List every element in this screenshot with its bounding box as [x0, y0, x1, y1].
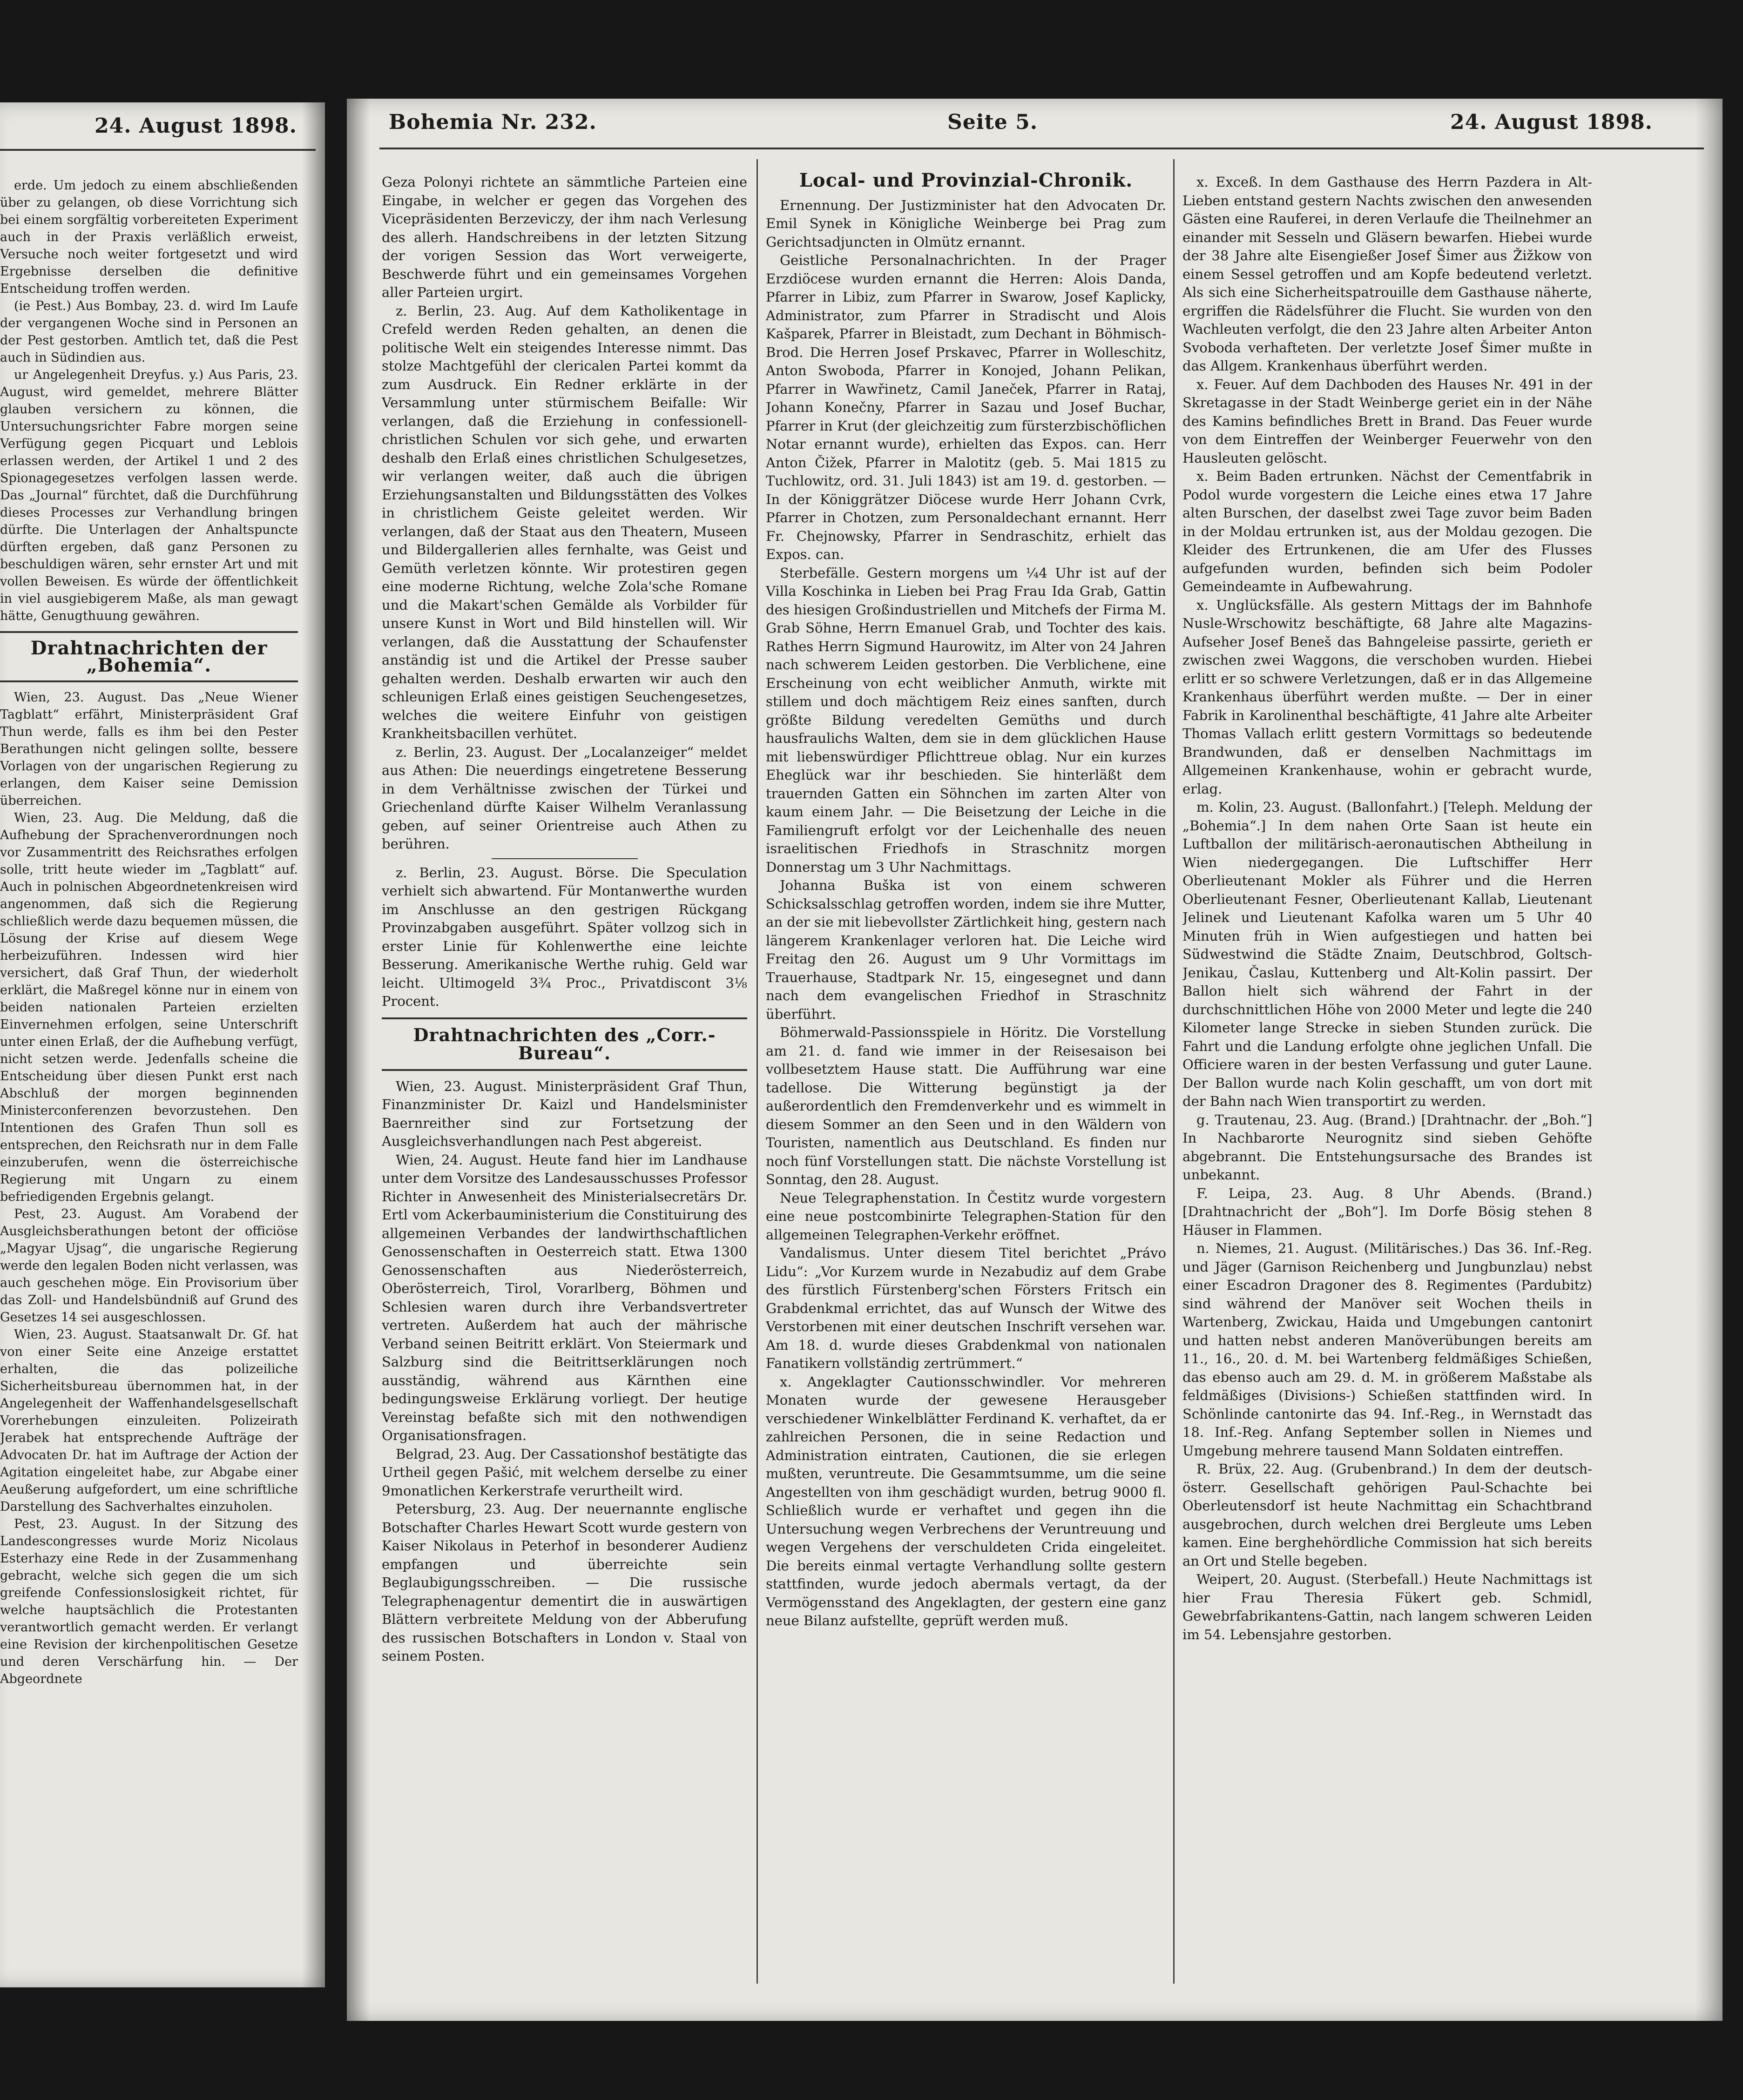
article-paragraph: Belgrad, 23. Aug. Der Cassationshof bestätigte das Urtheil gegen Pašić, mit welchem derselbe zu einer 9monatlichen Kerkerstrafe verurtheilt wird. [382, 1446, 747, 1499]
article-paragraph: x. Feuer. Auf dem Dachboden des Hauses Nr. 491 in der Skretagasse in der Stadt Weinberge geriet ein in der Nähe des Kamins befindliches Brett in Brand. Das Feuer wurde von dem Eintreffen der Weinberger Feuerwehr von den Hausleuten gelöscht. [1182, 376, 1592, 466]
page-date: 24. August 1898. [1450, 110, 1653, 134]
article-paragraph: Geza Polonyi richtete an sämmtliche Parteien eine Eingabe, in welcher er gegen das Vorgehen des Vicepräsidenten Berzeviczy, der ihm nach Verlesung des allerh. Handschreibens in der letzten Sitzung der vorigen Session das Wort verweigerte, Beschwerde führt und ein gemeinsames Vorgehen aller Parteien urgirt. [382, 174, 747, 300]
section-divider [0, 680, 298, 682]
section-divider [382, 1069, 747, 1071]
left-page-date: 24. August 1898. [95, 114, 297, 138]
page-number: Seite 5. [947, 110, 1038, 134]
article-paragraph: ur Angelegenheit Dreyfus. y.) Aus Paris, 23. August, wird gemeldet, mehrere Blätter glauben versichern zu können, die Untersuchungsrichter Fabre morgen seine Verfügung gegen Picquart und Leblois erlassen werden, der Artikel 1 und 2 des Spionagegesetzes verfolgen lassen werde. Das „Journal“ fürchtet, daß die Durchführung dieses Processes zur Verhandlung bringen dürfte. Die Unterlagen der Anhaltspuncte dürften ergeben, daß ganz Personen zu beschuldigen wären, sehr ernster Art und mit vollen Beweisen. Es würde der öffentlichkeit in viel ausgiebigerem Maße, als man gewagt hätte, Genugthuung gewähren. [0, 368, 298, 623]
article-paragraph: Petersburg, 23. Aug. Der neuernannte englische Botschafter Charles Hewart Scott wurde gestern von Kaiser Nikolaus in Peterhof in besonderer Audienz empfangen und überreichte sein Beglaubigungsschreiben. — Die russische Telegraphenagentur dementirt die in auswärtigen Blättern verbreitete Meldung von der Abberufung des russischen Botschafters in London v. Staal von seinem Posten. [382, 1501, 747, 1664]
article-paragraph: Pest, 23. August. In der Sitzung des Landescongresses wurde Moriz Nicolaus Esterhazy eine Rede in der Zusammenhang gebracht, welche sich gegen die um sich greifende Confessionslosigkeit richtet, für welche hauptsächlich die Protestanten verantwortlich gemacht werden. Er verlangt eine Revision der kirchenpolitischen Gesetze und deren Verschärfung hin. — Der Abgeordnete [0, 1517, 298, 1686]
article-paragraph: Vandalismus. Unter diesem Titel berichtet „Právo Lidu“: „Vor Kurzem wurde in Nezabudiz auf dem Grabe des fürstlich Fürstenberg'schen Försters Fritsch ein Grabdenkmal errichtet, das auf Wunsch der Witwe des Verstorbenen mit einer deutschen Inschrift versehen war. Am 18. d. wurde dieses Grabdenkmal von nationalen Fanatikern vollständig zertrümmert.“ [766, 1245, 1166, 1371]
article-paragraph: n. Niemes, 21. August. (Militärisches.) Das 36. Inf.-Reg. und Jäger (Garnison Reichenberg und Jungbunzlau) nebst einer Escadron Dragoner des 8. Regimentes (Pardubitz) sind während der Manöver seit Wochen theils in Wartenberg, Zwickau, Haida und Umgebungen cantonirt und hatten nebst anderen Manöverübungen bereits am 11., 16., 20. d. M. bei Wartenberg feldmäßiges Schießen, das ebenso auch am 29. d. M. in größerem Maßstabe als feldmäßiges (Divisions-) Schießen stattfinden wird. In Schönlinde cantonirte das 94. Inf.-Reg., in Wernstadt das 18. Inf.-Reg. Anfang September sollen in Niemes und Umgebung mehrere tausend Mann Soldaten eintreffen. [1182, 1240, 1592, 1459]
header-rule [379, 148, 1704, 149]
right-newspaper-page [347, 99, 1723, 2021]
article-paragraph: Geistliche Personalnachrichten. In der Prager Erzdiöcese wurden ernannt die Herren: Alois Danda, Pfarrer in Libiz, zum Pfarrer in Swarow, Josef Kaplicky, Administrator, zum Pfarrer in Stradischt und Alois Kašparek, Pfarrer in Bleistadt, zum Dechant in Böhmisch-Brod. Die Herren Josef Prskavec, Pfarrer in Wolleschitz, Anton Swoboda, Pfarrer in Konojed, Johann Pelikan, Pfarrer in Wawřinetz, Camil Janeček, Pfarrer in Rataj, Johann Konečny, Pfarrer in Sazau und Josef Buchar, Pfarrer in Krut (der gleichzeitig zum fürsterzbischöflichen Notar ernannt wurde), erhielten das Expos. can. Herr Anton Čižek, Pfarrer in Malotitz (geb. 5. Mai 1815 zu Tuchlowitz, ord. 31. Juli 1843) ist am 19. d. gestorben. — In der Königgrätzer Diöcese wurde Herr Johann Cvrk, Pfarrer in Chotzen, zum Personaldechant ernannt. Herr Fr. Chejnowsky, Pfarrer in Sendraschitz, erhielt das Expos. can. [766, 252, 1166, 562]
article-paragraph: Wien, 23. August. Das „Neue Wiener Tagblatt“ erfährt, Ministerpräsident Graf Thun werde, falls es ihm bei den Pester Berathungen nicht gelingen sollte, bessere Vorlagen von der ungarischen Regierung zu erlangen, dem Kaiser seine Demission überreichen. [0, 690, 298, 808]
article-paragraph: (ie Pest.) Aus Bombay, 23. d. wird Im Laufe der vergangenen Woche sind in Personen an der Pest gestorben. Amtlich tet, daß die Pest auch in Südindien aus. [0, 299, 298, 365]
article-paragraph: Sterbefälle. Gestern morgens um ¼4 Uhr ist auf der Villa Koschinka in Lieben bei Prag Frau Ida Grab, Gattin des hiesigen Großindustriellen und Mitchefs der Firma M. Grab Söhne, Herrn Emanuel Grab, und Tochter des kais. Rathes Herrn Sigmund Haurowitz, im Alter von 24 Jahren nach schwerem Leiden gestorben. Die Verblichene, eine Erscheinung von echt weiblicher Anmuth, wirkte mit stillem und doch mächtigem Reiz eines sanften, durch größte Bildung veredelten Gemüths und durch hausfraulichs Walten, dem sie in dem glücklichen Hause mit liebenswürdiger Pflichttreue oblag. Nur ein kurzes Eheglück war ihr beschieden. Sie hinterläßt dem trauernden Gatten ein Söhnchen im zarten Alter von kaum einem Jahr. — Die Beisetzung der Leiche in die Familiengruft erfolgt vor der Leichenhalle des neuen israelitischen Friedhofs in Straschnitz morgen Donnerstag um 3 Uhr Nachmittags. [766, 565, 1166, 875]
article-paragraph: x. Angeklagter Cautionsschwindler. Vor mehreren Monaten wurde der gewesene Herausgeber verschiedener Winkelblätter Ferdinand K. verhaftet, da er zahlreichen Personen, die in seine Redaction und Administration eintraten, Cautionen, die sie erlegen mußten, veruntreute. Die Gesammtsumme, um die seine Angestellten von ihm geschädigt wurden, betrug 9000 fl. Schließlich wurde er verhaftet und gegen ihn die Untersuchung wegen Verbrechens der Veruntreuung und wegen Vergehens der verschuldeten Crida eingeleitet. Die bereits einmal vertagte Verhandlung sollte gestern stattfinden, wurde jedoch abermals vertagt, da der Vermögensstand des Angeklagten, der gestern eine ganz neue Bilanz aufstellte, geprüft werden muß. [766, 1373, 1166, 1629]
column-rule [1173, 159, 1175, 1984]
article-paragraph: z. Berlin, 23. Aug. Auf dem Katholikentage in Crefeld werden Reden gehalten, an denen die politische Welt ein steigendes Interesse nimmt. Das stolze Machtgefühl der clericalen Partei kommt da zum Ausdruck. Ein Redner erklärte in der Versammlung unter stürmischem Beifalle: Wir verlangen, daß die Erziehung in confessionell-christlichen Schulen vor sich gehe, und erwarten deshalb den Erlaß eines christlichen Schulgesetzes, wir verlangen weiter, daß auch die übrigen Erziehungsanstalten und Bildungsstätten des Volkes in christlichem Geiste geleitet werden. Wir verlangen, daß der Staat aus den Theatern, Museen und Bildergallerien alles fernhalte, was Geist und Gemüth verletzen könnte. Wir protestiren gegen eine moderne Richtung, welche Zola'sche Romane und die Makart'schen Gemälde als Vorbilder für unsere Kunst in Wort und Bild hinstellen will. Wir verlangen, daß die Ausstattung der Schaufenster anständig ist und die Artikel der Presse sauber gehalten werden. Deshalb erwarten wir auch den schleunigen Erlaß eines geistigen Seuchengesetzes, welches die weitere Einfuhr von geistigen Krankheitsbacillen verhütet. [382, 303, 747, 741]
article-paragraph: g. Trautenau, 23. Aug. (Brand.) [Drahtnachr. der „Boh.“] In Nachbarorte Neurognitz sind sieben Gehöfte abgebrannt. Die Entstehungsursache des Brandes ist unbekannt. [1182, 1111, 1592, 1183]
article-paragraph: z. Berlin, 23. August. Der „Localanzeiger“ meldet aus Athen: Die neuerdings eingetretene Besserung in dem Verhältnisse zwischen der Türkei und Griechenland dürfte Kaiser Wilhelm Veranlassung geben, auf seiner Orientreise auch Athen zu berühren. [382, 744, 747, 852]
article-paragraph: Wien, 23. August. Staatsanwalt Dr. Gf. hat von einer Seite eine Anzeige erstattet erhalten, die das polizeiliche Sicherheitsbureau übernommen hat, in der Angelegenheit der Waffenhandelsgesellschaft Vorerhebungen einzuleiten. Polizeirath Jerabek hat entsprechende Aufträge der Advocaten Dr. hat im Auftrage der Action der Agitation eingeleitet habe, zur Abgabe einer Aeußerung aufgefordert, um eine schriftliche Darstellung des Sachverhaltes einzuholen. [0, 1327, 298, 1514]
article-paragraph: erde. Um jedoch zu einem abschließenden über zu gelangen, ob diese Vorrichtung sich bei einem sorgfältig vorbereiteten Experiment auch in der Praxis verläßlich erweist, Versuche noch weiter fortgesetzt und wird Ergebnisse derselben die definitive Entscheidung troffen werden. [0, 178, 298, 296]
article-paragraph: Neue Telegraphenstation. In Čestitz wurde vorgestern eine neue postcombinirte Telegraphen-Station für den allgemeinen Telegraphen-Verkehr eröffnet. [766, 1190, 1166, 1243]
column-news-reports [1182, 173, 1592, 1988]
column-rule [757, 159, 758, 1984]
section-divider [0, 631, 298, 633]
left-newspaper-page [0, 102, 325, 1987]
article-paragraph: Wien, 23. Aug. Die Meldung, daß die Aufhebung der Sprachenverordnungen noch vor Zusammentritt des Reichsrathes erfolgen solle, tritt heute wieder im „Tagblatt“ auf. Auch in polnischen Abgeordnetenkreisen wird angenommen, daß sich die Regierung schließlich werde dazu bequemen müssen, die Lösung der Krise auf diesem Wege herbeizuführen. Indessen wird hier versichert, daß Graf Thun, der wiederholt erklärt, die Maßregel könne nur in einem von beiden nationalen Parteien erzielten Einvernehmen erfolgen, seine Unterschrift unter einen Erlaß, der die Aufhebung verfügt, nicht setzen werde. Jedenfalls scheine die Entscheidung über diesen Punkt erst nach Abschluß der morgen beginnenden Ministerconferenzen bevorzustehen. Den Intentionen des Grafen Thun soll es entsprechen, den Reichsrath nur in dem Falle einzuberufen, wenn die österreichische Regierung mit Ungarn zu einem befriedigenden Ergebnis gelangt. [0, 811, 298, 1204]
article-paragraph: m. Kolin, 23. August. (Ballonfahrt.) [Teleph. Meldung der „Bohemia“.] In dem nahen Orte Saan ist heute ein Luftballon der militärisch-aeronautischen Abtheilung in Wien niedergegangen. Die Luftschiffer Herr Oberlieutenant Mokler als Führer und die Herren Oberlieutenant Fesner, Oberlieutenant Kallab, Lieutenant Jelinek und Lieutenant Kafolka waren um 5 Uhr 40 Minuten früh in Wien aufgestiegen und hatten bei Südwestwind die Städte Znaim, Deutschbrod, Goltsch-Jenikau, Časlau, Kuttenberg und Alt-Kolin passirt. Der Ballon hielt sich während der Fahrt in der durchschnittlichen Höhe von 2000 Meter und legte die 240 Kilometer lange Strecke in sieben Stunden zurück. Die Fahrt und die Landung erfolgte ohne jeglichen Unfall. Die Officiere waren in der besten Verfassung und guter Laune. Der Ballon wurde nach Kolin geschafft, um von dort mit der Bahn nach Wien transportirt zu werden. [1182, 799, 1592, 1109]
short-divider [492, 858, 638, 859]
left-header-rule [0, 149, 316, 151]
page-fold-shadow [347, 99, 370, 2021]
article-paragraph: Wien, 24. August. Heute fand hier im Landhause unter dem Vorsitze des Landesausschusses Professor Richter in Anwesenheit des Ministerialsecretärs Dr. Ertl vom Ackerbauministerium die Constituirung des allgemeinen Verbandes der landwirthschaftlichen Genossenschaften in Oesterreich statt. Etwa 1300 Genossenschaften aus Niederösterreich, Oberösterreich, Tirol, Vorarlberg, Böhmen und Schlesien waren durch ihre Verbandsvertreter vertreten. Außerdem hat auch der mährische Verband seinen Beitritt erklärt. Von Steiermark und Salzburg sind die Beitrittserklärungen noch ausständig, während aus Kärnthen eine bedingungsweise Erklärung vorliegt. Der heutige Vereinstag befaßte sich mit den nothwendigen Organisationsfragen. [382, 1151, 747, 1443]
article-paragraph: x. Unglücksfälle. Als gestern Mittags der im Bahnhofe Nusle-Wrschowitz beschäftigte, 68 Jahre alte Magazins-Aufseher Josef Beneš das Bahngeleise passirte, gerieth er zwischen zwei Waggons, die verschoben wurden. Hiebei erlitt er so schwere Verletzungen, daß er in das Allgemeine Krankenhaus überführt werden mußte. — Der in einer Fabrik in Karolinenthal beschäftigte, 41 Jahre alte Arbeiter Thomas Vallach erlitt gestern Vormittags so bedeutende Brandwunden, daß er denselben Nachmittags im Allgemeinen Krankenhause, wohin er gebracht wurde, erlag. [1182, 597, 1592, 797]
article-paragraph: Johanna Buška ist von einem schweren Schicksalsschlag getroffen worden, indem sie ihre Mutter, an der sie mit liebevollster Zärtlichkeit hing, gestern nach längerem Krankenlager verloren hat. Die Leiche wird Freitag den 26. August um 9 Uhr Vormittags im Trauerhause, Stadtpark Nr. 15, eingesegnet und dann nach dem evangelischen Friedhof in Straschnitz überführt. [766, 877, 1166, 1022]
left-page-column [0, 177, 298, 1969]
article-paragraph: x. Exceß. In dem Gasthause des Herrn Pazdera in Alt-Lieben entstand gestern Nachts zwischen den anwesenden Gästen eine Rauferei, in deren Verlaufe die Theilnehmer an einander mit Sesseln und Gläsern bewarfen. Hiebei wurde der 38 Jahre alte Eisengießer Josef Šimer aus Žižkow von einem Sessel getroffen und am Kopfe bedeutend verletzt. Als sich eine Sicherheitspatrouille dem Gasthause näherte, ergriffen die Rädelsführer die Flucht. Sie wurden von den Wachleuten verfolgt, die den 23 Jahre alten Arbeiter Anton Svoboda verhafteten. Der verletzte Josef Šimer mußte in das Allgem. Krankenhaus überführt werden. [1182, 174, 1592, 374]
article-paragraph: Weipert, 20. August. (Sterbefall.) Heute Nachmittags ist hier Frau Theresia Fükert geb. Schmidl, Gewebrfabrikantens-Gattin, nach langem schweren Leiden im 54. Lebensjahre gestorben. [1182, 1571, 1592, 1642]
article-paragraph: z. Berlin, 23. August. Börse. Die Speculation verhielt sich abwartend. Für Montanwerthe wurden im Anschlusse an den gestrigen Rückgang Provinzabgaben ausgeführt. Später vollzog sich in erster Linie für Kohlenwerthe eine leichte Besserung. Amerikanische Werthe ruhig. Geld war leicht. Ultimogeld 3¾ Proc., Privatdiscont 3⅛ Procent. [382, 864, 747, 1009]
article-paragraph: R. Brüx, 22. Aug. (Grubenbrand.) In dem der deutsch-österr. Gesellschaft gehörigen Paul-Schachte bei Oberleutensdorf ist heute Nachmittag ein Schachtbrand ausgebrochen, durch welchen drei Bergleute ums Leben kamen. Eine berghehördliche Commission hat sich bereits an Ort und Stelle begeben. [1182, 1461, 1592, 1569]
article-paragraph: Ernennung. Der Justizminister hat den Advocaten Dr. Emil Synek in Königliche Weinberge bei Prag zum Gerichtsadjuncten in Olmütz ernannt. [766, 197, 1166, 250]
page-masthead: Bohemia Nr. 232. [389, 110, 597, 134]
article-paragraph: Böhmerwald-Passionsspiele in Höritz. Die Vorstellung am 21. d. fand wie immer in der Reisesaison bei vollbesetztem Hause statt. Die Aufführung war eine tadellose. Die Witterung begünstigt ja der außerordentlich den Fremdenverkehr und es wimmelt in diesem Sommer an den Seen und in den Wäldern von Touristen, namentlich aus Deutschland. Es finden nur noch fünf Vorstellungen statt. Die nächste Vorstellung ist Sonntag, den 28. August. [766, 1024, 1166, 1187]
article-paragraph: Pest, 23. August. Am Vorabend der Ausgleichsberathungen betont der officiöse „Magyar Ujsag“, die ungarische Regierung werde den legalen Boden nicht verlassen, was auch geschehen möge. Ein Provisorium über das Zoll- und Handelsbündniß auf Grund des Gesetzes 14 sei ausgeschlossen. [0, 1207, 298, 1325]
article-paragraph: F. Leipa, 23. Aug. 8 Uhr Abends. (Brand.) [Drahtnachricht der „Boh“]. Im Dorfe Bösig stehen 8 Häuser in Flammen. [1182, 1185, 1592, 1238]
section-divider [382, 1017, 747, 1019]
page-fold-shadow [302, 102, 325, 1987]
corr-bureau-heading: Drahtnachrichten des „Corr.-Bureau“. [413, 1024, 716, 1063]
drahtnachrichten-heading: Drahtnachrichten der „Bohemia“. [30, 637, 268, 676]
page-edge-shadow [1695, 99, 1723, 2021]
article-paragraph: x. Beim Baden ertrunken. Nächst der Cementfabrik in Podol wurde vorgestern die Leiche eines etwa 17 Jahre alten Burschen, der daselbst zwei Tage zuvor beim Baden in der Moldau ertrunken ist, aus der Moldau gezogen. Die Kleider des Ertrunkenen, die am Ufer des Flusses aufgefunden wurden, befinden sich beim Podoler Gemeindeamte in Aufbewahrung. [1182, 468, 1592, 594]
local-chronicle-heading: Local- und Provinzial-Chronik. [799, 169, 1133, 191]
column-politics [382, 173, 747, 1988]
column-local-chronicle [766, 168, 1166, 1984]
article-paragraph: Wien, 23. August. Ministerpräsident Graf Thun, Finanzminister Dr. Kaizl und Handelsminister Baernreither sind zur Fortsetzung der Ausgleichsverhandlungen nach Pest abgereist. [382, 1078, 747, 1149]
